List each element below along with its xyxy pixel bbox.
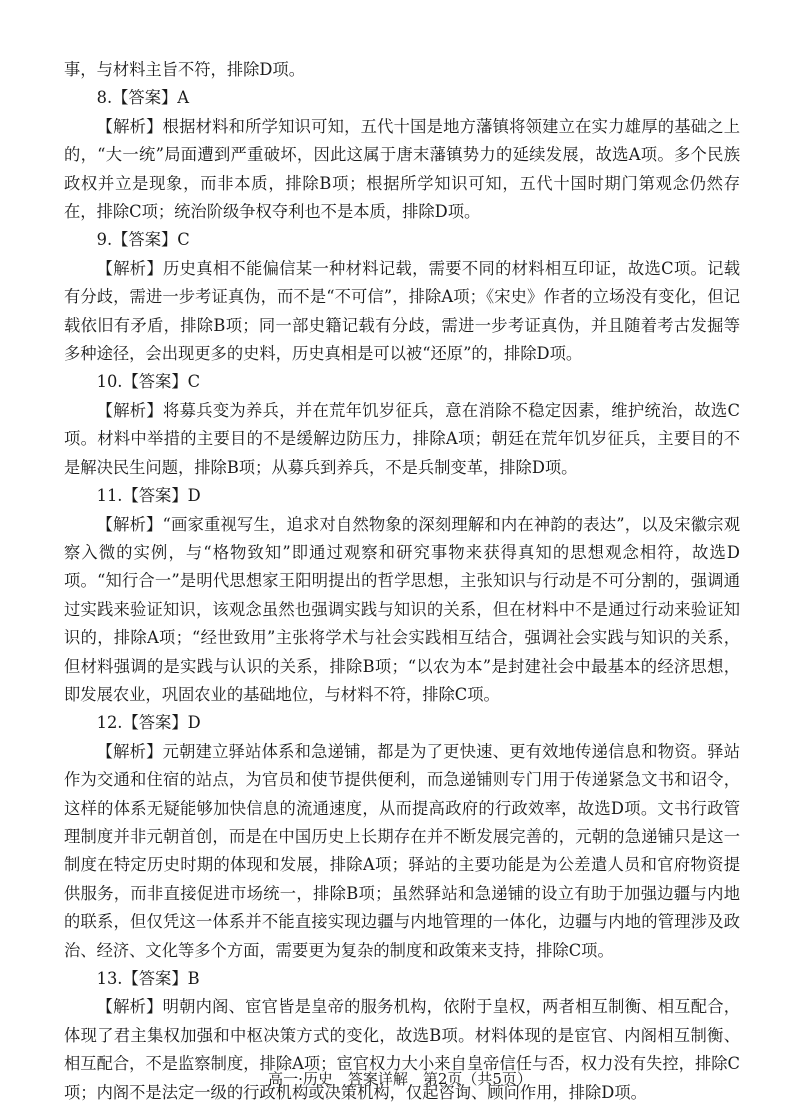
answer-11: 11.【答案】D [96, 486, 201, 506]
answer-13: 13.【答案】B [96, 969, 200, 988]
analysis-13: 【解析】明朝内阁、宦官皆是皇帝的服务机构，依附于皇权，两者相互制衡、相互配合，体现了君主集权加强和中枢决策方式的变化，故选B项。材料体现的是宦官、内阁相互制衡、相互配合，不是监察制度，排除A项；宦官权力大小来自皇帝信任与否，权力没有失控，排除C项；内阁不是法定一级的行政机构或决策机构，仅起咨询、顾问作用，排除D项。 [64, 997, 740, 1102]
answer-8: 8.【答案】A [96, 88, 190, 108]
document-body [64, 56, 740, 1107]
answer-9: 9.【答案】C [96, 230, 190, 250]
answer-12: 12.【答案】D [96, 713, 201, 733]
analysis-8: 【解析】根据材料和所学知识可知，五代十国是地方藩镇将领建立在实力雄厚的基础之上的，“大一统”局面遭到严重破坏，因此这属于唐末藩镇势力的延续发展，故选A项。多个民族政权并立是现象，而非本质，排除B项；根据所学知识可知，五代十国时期门第观念仍然存在，排除C项；统治阶级争权夺利也不是本质，排除D项。 [64, 116, 740, 222]
answer-10: 10.【答案】C [96, 372, 201, 392]
paragraph-continuation: 事，与材料主旨不符，排除D项。 [64, 60, 305, 79]
analysis-10: 【解析】将募兵变为养兵，并在荒年饥岁征兵，意在消除不稳定因素，维护统治，故选C项。材料中举措的主要目的不是缓解边防压力，排除A项；朝廷在荒年饥岁征兵，主要目的不是解决民生问题，排除B项；从募兵到养兵，不是兵制变革，排除D项。 [64, 400, 740, 477]
analysis-9: 【解析】历史真相不能偏信某一种材料记载，需要不同的材料相互印证，故选C项。记载有分歧，需进一步考证真伪，而不是“不可信”，排除A项；《宋史》作者的立场没有变化，但记载依旧有矛盾，排除B项；同一部史籍记载有分歧，需进一步考证真伪，并且随着考古发掘等多种途径，会出现更多的史料，历史真相是可以被“还原”的，排除D项。 [64, 258, 740, 364]
analysis-12: 【解析】元朝建立驿站体系和急递铺，都是为了更快速、更有效地传递信息和物资。驿站作为交通和住宿的站点，为官员和使节提供便利，而急递铺则专门用于传递紧急文书和诏令，这样的体系无疑能够加快信息的流通速度，从而提高政府的行政效率，故选D项。文书行政管理制度并非元朝首创，而是在中国历史上长期存在并不断发展完善的，元朝的急递铺只是这一制度在特定历史时期的体现和发展，排除A项；驿站的主要功能是为公差遣人员和官府物资提供服务，而非直接促进市场统一，排除B项；虽然驿站和急递铺的设立有助于加强边疆与内地的联系，但仅凭这一体系并不能直接实现边疆与内地管理的一体化，边疆与内地的管理涉及政治、经济、文化等多个方面，需要更为复杂的制度和政策来支持，排除C项。 [64, 741, 740, 960]
page-footer: 高一·历史 答案详解 第2页（共5页） [268, 1070, 532, 1088]
analysis-11: 【解析】“画家重视写生，追求对自然物象的深刻理解和内在神韵的表达”，以及宋徽宗观察入微的实例，与“格物致知”即通过观察和研究事物来获得真知的思想观念相符，故选D项。“知行合一”是明代思想家王阳明提出的哲学思想，主张知识与行动是不可分割的，强调通过实践来验证知识，该观念虽然也强调实践与知识的关系，但在材料中不是通过行动来验证知识的，排除A项；“经世致用”主张将学术与社会实践相互结合，强调社会实践与知识的关系，但材料强调的是实践与认识的关系，排除B项；“以农为本”是封建社会中最基本的经济思想，即发展农业，巩固农业的基础地位，与材料不符，排除C项。 [64, 514, 740, 704]
